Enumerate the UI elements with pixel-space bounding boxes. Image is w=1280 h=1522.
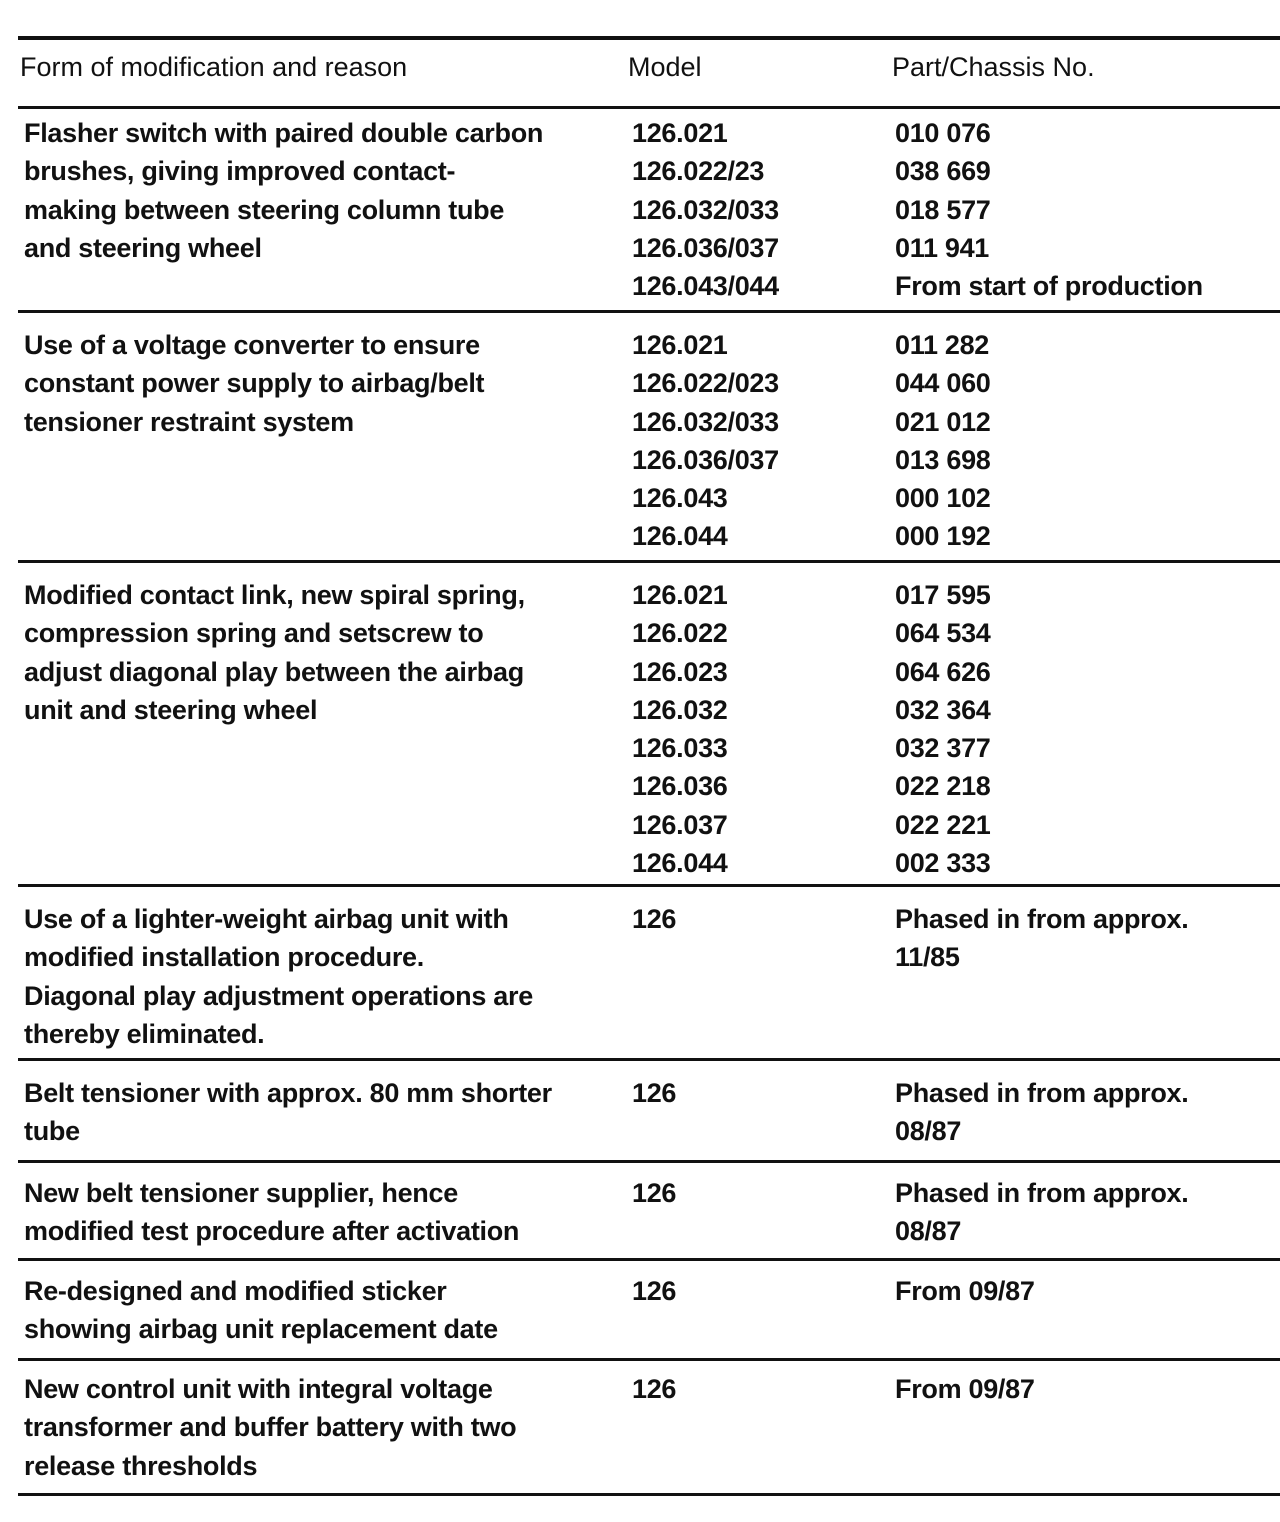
reason-text bbox=[24, 576, 525, 729]
part-chassis-numbers-line: From 09/87 bbox=[895, 1374, 1035, 1404]
model-numbers-line: 126.022 bbox=[632, 618, 728, 649]
model-numbers-line: 126.043 bbox=[632, 483, 728, 514]
model-numbers bbox=[632, 1174, 676, 1212]
header-col-part: Part/Chassis No. bbox=[892, 52, 1095, 82]
part-chassis-numbers-line: 013 698 bbox=[895, 444, 991, 475]
part-chassis-numbers-line: 064 534 bbox=[895, 618, 991, 649]
model-numbers-line: 126.032/033 bbox=[632, 406, 779, 437]
model-numbers bbox=[632, 576, 728, 882]
model-numbers bbox=[632, 1370, 676, 1408]
reason-text bbox=[24, 114, 543, 267]
reason-text-line: showing airbag unit replacement date bbox=[24, 1314, 498, 1345]
model-numbers-line: 126 bbox=[632, 904, 677, 934]
reason-text-line: transformer and buffer battery with two bbox=[24, 1412, 517, 1443]
reason-text-line: Belt tensioner with approx. 80 mm shorter bbox=[24, 1078, 552, 1108]
model-numbers-line: 126.044 bbox=[632, 848, 728, 879]
model-numbers bbox=[632, 1272, 676, 1310]
part-chassis-numbers bbox=[895, 1370, 1035, 1408]
part-chassis-numbers bbox=[895, 1272, 1035, 1310]
part-chassis-numbers-line: 021 012 bbox=[895, 406, 991, 437]
reason-text-line: modified test procedure after activation bbox=[24, 1216, 520, 1247]
model-numbers-line: 126.023 bbox=[632, 656, 728, 687]
part-chassis-numbers-line: 000 102 bbox=[895, 483, 991, 514]
model-numbers-line: 126.036/037 bbox=[632, 444, 779, 475]
reason-text-line: Flasher switch with paired double carbon bbox=[24, 118, 544, 148]
row-separator bbox=[18, 1493, 1280, 1496]
model-numbers bbox=[632, 326, 779, 556]
row-separator bbox=[18, 1258, 1280, 1261]
part-chassis-numbers-line: 022 221 bbox=[895, 809, 991, 840]
reason-text-line: Diagonal play adjustment operations are bbox=[24, 980, 533, 1011]
part-chassis-numbers-line: 08/87 bbox=[895, 1216, 962, 1247]
part-chassis-numbers-line: Phased in from approx. bbox=[895, 904, 1189, 934]
part-chassis-numbers-line: 08/87 bbox=[895, 1116, 962, 1147]
part-chassis-numbers-line: 018 577 bbox=[895, 194, 991, 225]
model-numbers-line: 126 bbox=[632, 1276, 677, 1306]
part-chassis-numbers-line: 011 282 bbox=[895, 330, 990, 360]
reason-text-line: Use of a voltage converter to ensure bbox=[24, 330, 480, 360]
reason-text bbox=[24, 1074, 552, 1151]
reason-text-line: constant power supply to airbag/belt bbox=[24, 368, 485, 399]
row-separator bbox=[18, 310, 1280, 313]
model-numbers-line: 126.021 bbox=[632, 580, 728, 610]
part-chassis-numbers-line: 064 626 bbox=[895, 656, 991, 687]
part-chassis-numbers-line: 11/85 bbox=[895, 942, 960, 973]
model-numbers bbox=[632, 900, 676, 938]
part-chassis-numbers bbox=[895, 1074, 1188, 1151]
reason-text-line: tube bbox=[24, 1116, 80, 1147]
part-chassis-numbers bbox=[895, 114, 1203, 305]
reason-text-line: Re-designed and modified sticker bbox=[24, 1276, 447, 1306]
part-chassis-numbers bbox=[895, 1174, 1188, 1251]
part-chassis-numbers-line: 032 377 bbox=[895, 733, 991, 764]
reason-text-line: Modified contact link, new spiral spring, bbox=[24, 580, 525, 610]
part-chassis-numbers-line: 011 941 bbox=[895, 232, 990, 263]
model-numbers-line: 126 bbox=[632, 1078, 677, 1108]
reason-text bbox=[24, 1370, 516, 1485]
model-numbers-line: 126.044 bbox=[632, 521, 728, 552]
row-separator bbox=[18, 560, 1280, 563]
model-numbers-line: 126.022/023 bbox=[632, 368, 779, 399]
part-chassis-numbers bbox=[895, 900, 1188, 977]
part-chassis-numbers-line: 032 364 bbox=[895, 694, 991, 725]
model-numbers-line: 126 bbox=[632, 1374, 677, 1404]
reason-text-line: adjust diagonal play between the airbag bbox=[24, 656, 524, 687]
header-col-model: Model bbox=[628, 52, 702, 82]
model-numbers-line: 126.033 bbox=[632, 733, 728, 764]
part-chassis-numbers-line: 010 076 bbox=[895, 118, 991, 148]
reason-text bbox=[24, 1174, 519, 1251]
part-chassis-numbers-line: 044 060 bbox=[895, 368, 991, 399]
part-chassis-numbers-line: Phased in from approx. bbox=[895, 1178, 1189, 1208]
model-numbers-line: 126.032 bbox=[632, 694, 728, 725]
part-chassis-numbers-line: 000 192 bbox=[895, 521, 991, 552]
header-col-reason: Form of modification and reason bbox=[20, 52, 408, 82]
model-numbers-line: 126.021 bbox=[632, 118, 728, 148]
part-chassis-numbers-line: 017 595 bbox=[895, 580, 991, 610]
part-chassis-numbers-line: From start of production bbox=[895, 271, 1203, 302]
part-chassis-numbers bbox=[895, 576, 991, 882]
header-rule bbox=[18, 106, 1280, 109]
reason-text bbox=[24, 326, 484, 441]
model-numbers-line: 126.036 bbox=[632, 771, 728, 802]
model-numbers-line: 126 bbox=[632, 1178, 677, 1208]
reason-text-line: tensioner restraint system bbox=[24, 406, 354, 437]
reason-text-line: unit and steering wheel bbox=[24, 694, 318, 725]
reason-text-line: New control unit with integral voltage bbox=[24, 1374, 493, 1404]
row-separator bbox=[18, 1358, 1280, 1361]
part-chassis-numbers-line: Phased in from approx. bbox=[895, 1078, 1189, 1108]
model-numbers-line: 126.021 bbox=[632, 330, 728, 360]
reason-text-line: New belt tensioner supplier, hence bbox=[24, 1178, 458, 1208]
reason-text-line: Use of a lighter-weight airbag unit with bbox=[24, 904, 509, 934]
reason-text-line: brushes, giving improved contact- bbox=[24, 156, 456, 187]
model-numbers-line: 126.037 bbox=[632, 809, 728, 840]
reason-text-line: modified installation procedure. bbox=[24, 942, 424, 973]
row-separator bbox=[18, 884, 1280, 887]
model-numbers-line: 126.032/033 bbox=[632, 194, 779, 225]
model-numbers-line: 126.043/044 bbox=[632, 271, 779, 302]
part-chassis-numbers-line: 002 333 bbox=[895, 848, 991, 879]
model-numbers-line: 126.022/23 bbox=[632, 156, 765, 187]
part-chassis-numbers-line: 038 669 bbox=[895, 156, 991, 187]
row-separator bbox=[18, 1058, 1280, 1061]
reason-text-line: making between steering column tube bbox=[24, 194, 505, 225]
reason-text-line: release thresholds bbox=[24, 1450, 258, 1481]
model-numbers-line: 126.036/037 bbox=[632, 232, 779, 263]
row-separator bbox=[18, 1160, 1280, 1163]
table-top-rule bbox=[18, 36, 1280, 40]
reason-text-line: and steering wheel bbox=[24, 232, 262, 263]
part-chassis-numbers-line: 022 218 bbox=[895, 771, 991, 802]
reason-text-line: compression spring and setscrew to bbox=[24, 618, 484, 649]
part-chassis-numbers-line: From 09/87 bbox=[895, 1276, 1035, 1306]
model-numbers bbox=[632, 114, 779, 305]
model-numbers bbox=[632, 1074, 676, 1112]
part-chassis-numbers bbox=[895, 326, 991, 556]
reason-text bbox=[24, 900, 533, 1053]
reason-text-line: thereby eliminated. bbox=[24, 1018, 265, 1049]
reason-text bbox=[24, 1272, 498, 1349]
